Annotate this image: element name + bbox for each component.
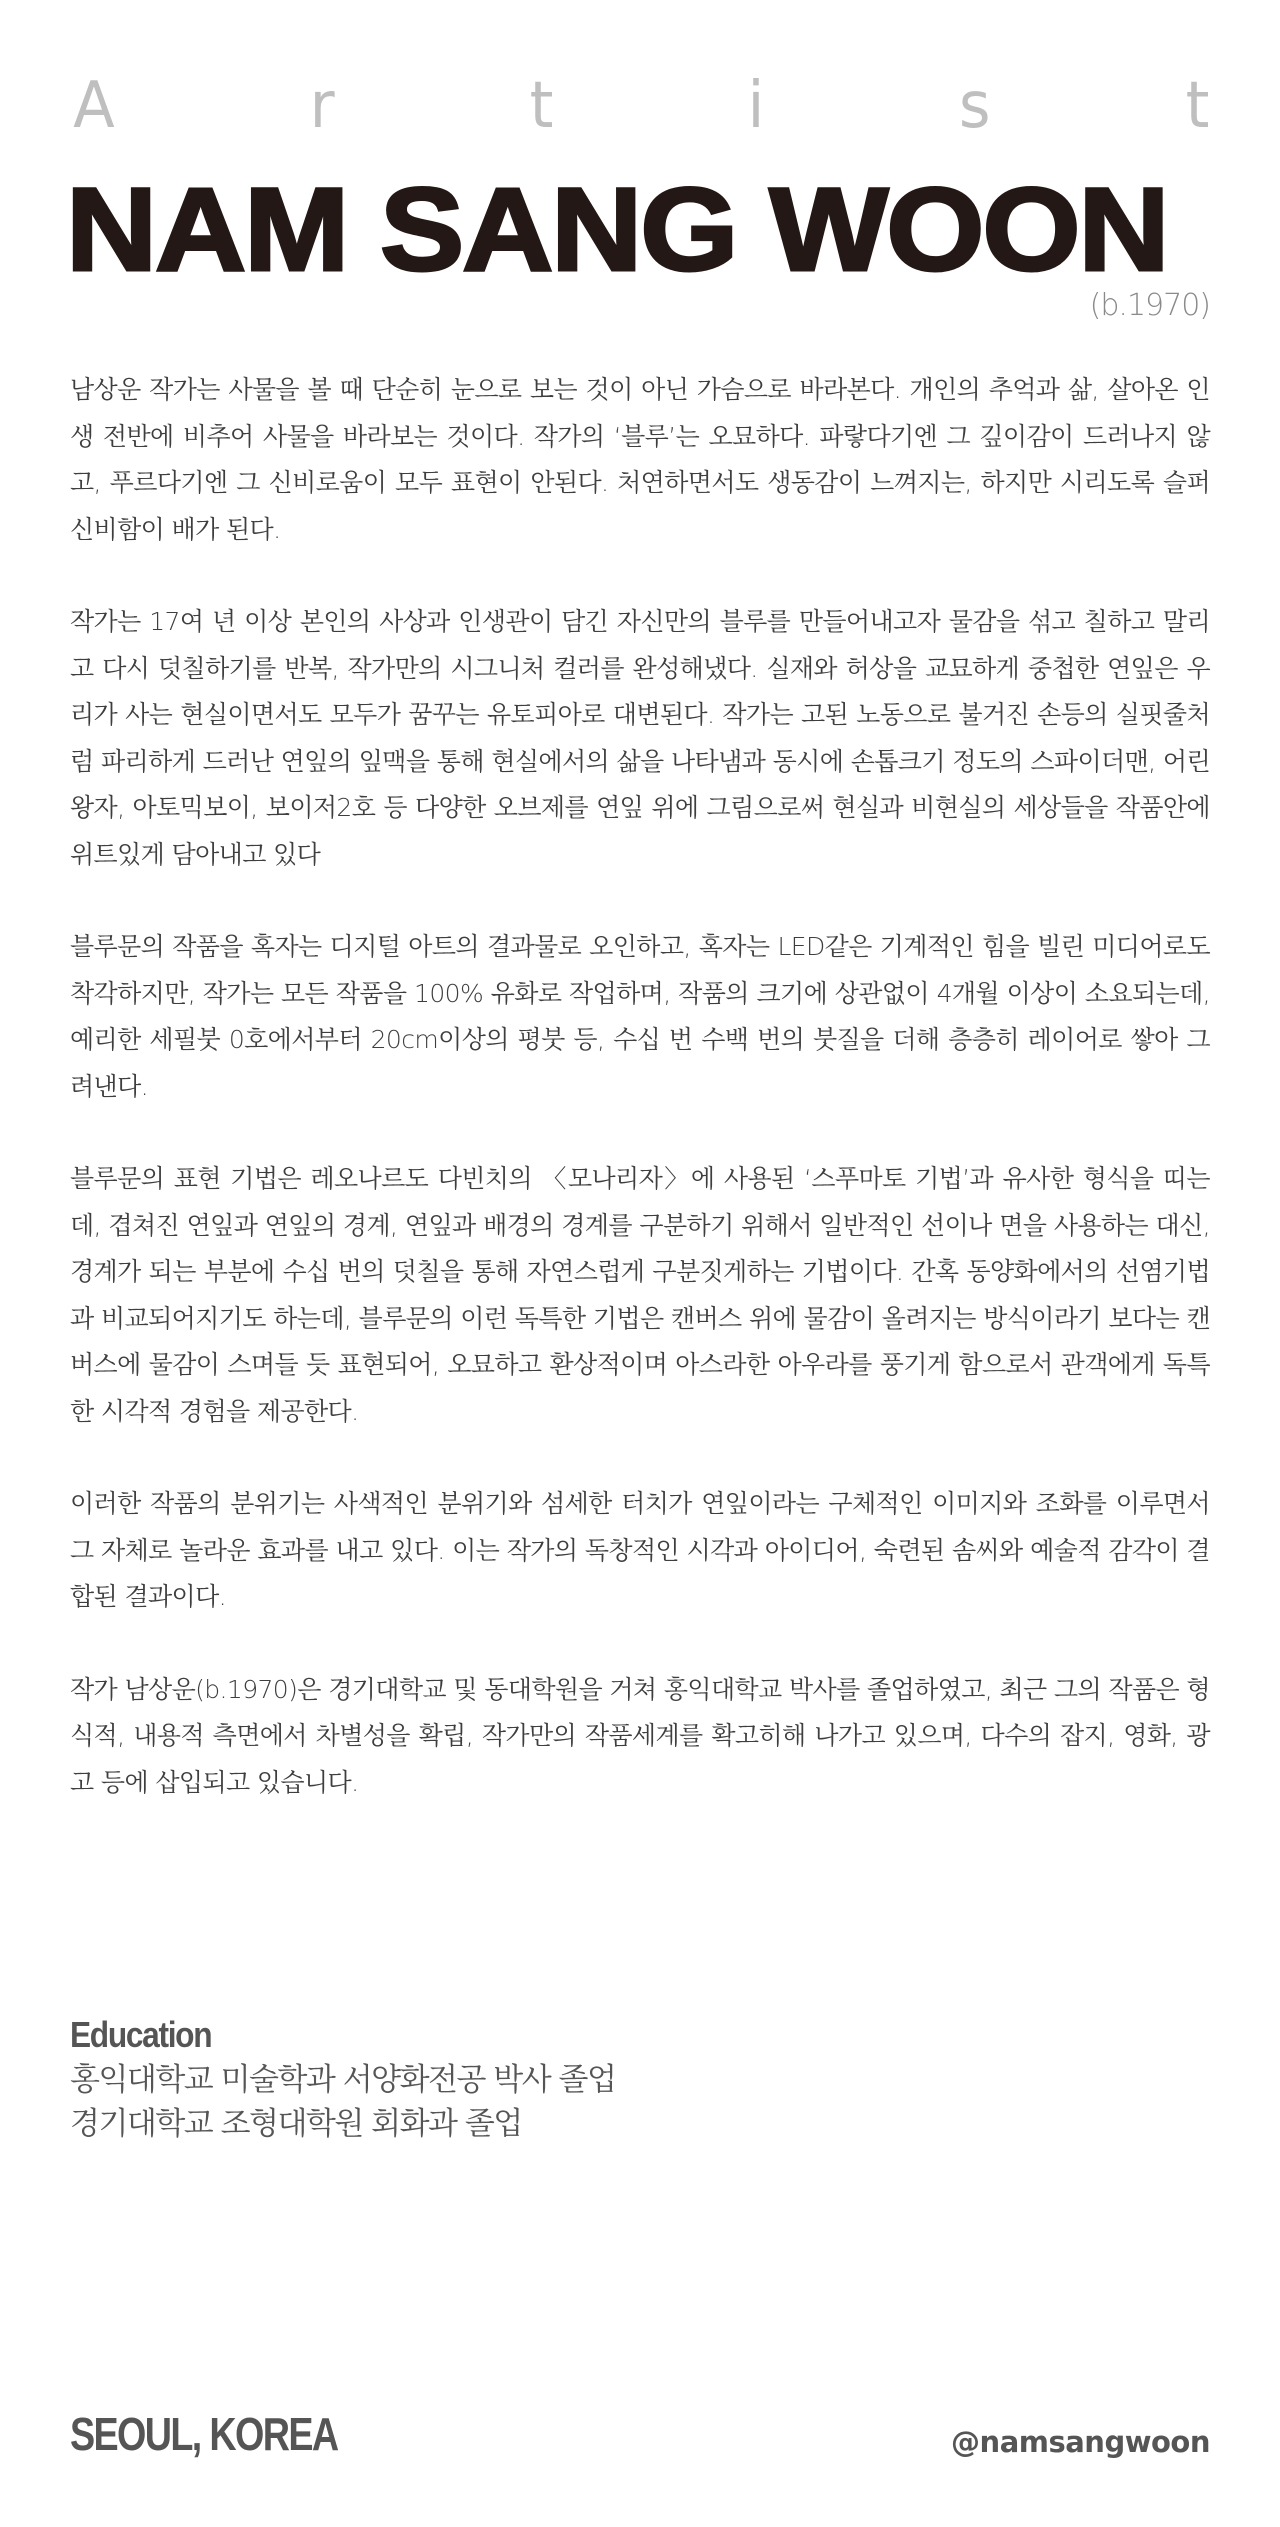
footer-location: SEOUL, KOREA (70, 2408, 338, 2460)
artist-label-letter: i (747, 69, 765, 143)
artist-label-letter: s (959, 69, 991, 143)
bio-paragraph: 남상운 작가는 사물을 볼 때 단순히 눈으로 보는 것이 아닌 가슴으로 바라본다. 개인의 추억과 삶, 살아온 인생 전반에 비추어 사물을 바라보는 것이다. 작가의 ‘블루’는 오묘하다. 파랗다기엔 그 깊이감이 드러나지 않고, 푸르다기엔 그 신비로움이 모두 표현이 안된다. 처연하면서도 생동감이 느껴지는, 하지만 시리도록 슬퍼 신비함이 배가 된다. (70, 375, 1210, 544)
artist-label (72, 70, 1210, 142)
artist-name-heading: NAM SANG WOON (66, 164, 1168, 296)
bio-paragraph: 블루문의 작품을 혹자는 디지털 아트의 결과물로 오인하고, 혹자는 LED같은 기계적인 힘을 빌린 미디어로도 착각하지만, 작가는 모든 작품을 100% 유화로 작업하며, 작품의 크기에 상관없이 4개월 이상이 소요되는데, 예리한 세필붓 0호에서부터 20cm이상의 평붓 등, 수십 번 수백 번의 붓질을 더해 층층히 레이어로 쌓아 그려낸다. (70, 932, 1210, 1101)
artist-label-letter: t (529, 69, 554, 143)
education-list (70, 2058, 615, 2146)
bio-paragraph: 작가 남상운(b.1970)은 경기대학교 및 동대학원을 거쳐 홍익대학교 박사를 졸업하였고, 최근 그의 작품은 형식적, 내용적 측면에서 차별성을 확립, 작가만의 작품세계를 확고히해 나가고 있으며, 다수의 잡지, 영화, 광고 등에 삽입되고 있습니다. (70, 1674, 1210, 1797)
artist-biography (70, 367, 1210, 1852)
artist-label-letter: A (73, 69, 115, 143)
education-item: 홍익대학교 미술학과 서양화전공 박사 졸업 (70, 2062, 616, 2098)
education-item: 경기대학교 조형대학원 회화과 졸업 (70, 2106, 522, 2142)
social-handle-link[interactable]: @namsangwoon (951, 2425, 1210, 2459)
education-title: Education (70, 2014, 212, 2055)
artist-label-letter: r (309, 69, 335, 143)
bio-paragraph: 이러한 작품의 분위기는 사색적인 분위기와 섬세한 터치가 연잎이라는 구체적인 이미지와 조화를 이루면서 그 자체로 놀라운 효과를 내고 있다. 이는 작가의 독창적인 시각과 아이디어, 숙련된 솜씨와 예술적 감각이 결합된 결과이다. (70, 1489, 1210, 1611)
bio-paragraph: 블루문의 표현 기법은 레오나르도 다빈치의 〈모나리자〉에 사용된 ‘스푸마토 기법’과 유사한 형식을 띠는데, 겹쳐진 연잎과 연잎의 경계, 연잎과 배경의 경계를 구분하기 위해서 일반적인 선이나 면을 사용하는 대신, 경계가 되는 부분에 수십 번의 덧칠을 통해 자연스럽게 구분짓게하는 기법이다. 간혹 동양화에서의 선염기법과 비교되어지기도 하는데, 블루문의 이런 독특한 기법은 캔버스 위에 물감이 올려지는 방식이라기 보다는 캔버스에 물감이 스며들 듯 표현되어, 오묘하고 환상적이며 아스라한 아우라를 풍기게 함으로서 관객에게 독특한 시각적 경험을 제공한다. (70, 1164, 1210, 1426)
artist-label-letter: t (1185, 69, 1210, 143)
education-section (70, 2012, 615, 2146)
bio-paragraph: 작가는 17여 년 이상 본인의 사상과 인생관이 담긴 자신만의 블루를 만들어내고자 물감을 섞고 칠하고 말리고 다시 덧칠하기를 반복, 작가만의 시그니처 컬러를 완성해냈다. 실재와 허상을 교묘하게 중첩한 연잎은 우리가 사는 현실이면서도 모두가 꿈꾸는 유토피아로 대변된다. 작가는 고된 노동으로 불거진 손등의 실핏줄처럼 파리하게 드러난 연잎의 잎맥을 통해 현실에서의 삶을 나타냄과 동시에 손톱크기 정도의 스파이더맨, 어린왕자, 아토믹보이, 보이저2호 등 다양한 오브제를 연잎 위에 그림으로써 현실과 비현실의 세상들을 작품안에 위트있게 담아내고 있다 (70, 607, 1210, 869)
birth-year: (b.1970) (1089, 288, 1210, 323)
